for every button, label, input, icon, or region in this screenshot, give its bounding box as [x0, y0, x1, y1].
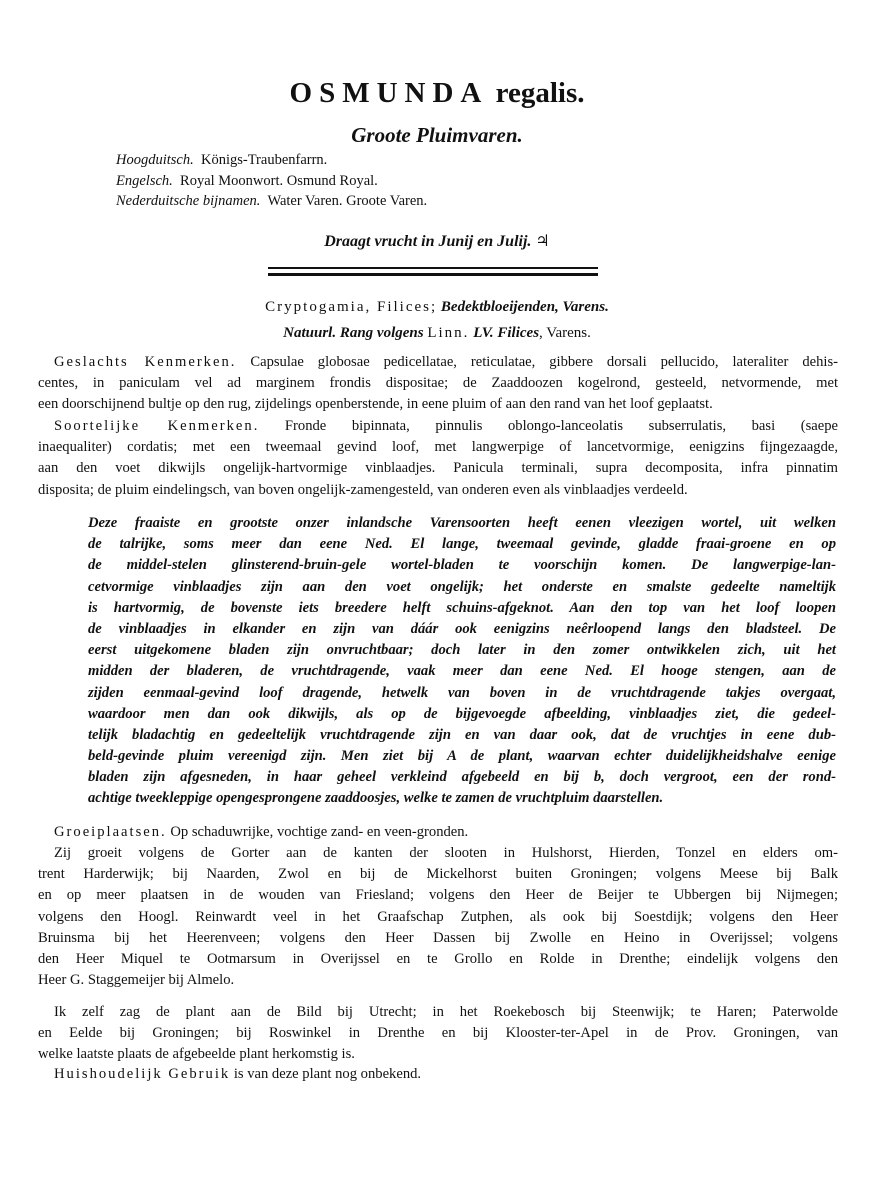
name-row-dutch: Nederduitsche bijnamen. Water Varen. Groote Varen.	[116, 193, 428, 209]
name-row-german: Hoogduitsch. Königs-Traubenfarrn.	[116, 152, 328, 168]
species-characters: Soortelijke Kenmerken. Fronde bipinnata, pinnulis oblongo-lanceolatis subserrulatis, basi (saepe inaequaliter) cordatis; met een tweemaal gevind loof, met langwerpige of lancetvormige, eenigzins fijngezaagde, aan den voet dikwijls ongelijk-hartvormige vinblaadjes. Panicula terminali, supra decomposita, infra pinnatim disposita; de pluim eindelingsch, van boven ongelijk-zamengesteld, van onderen even als vinblaadjes verdeeld.	[38, 418, 838, 498]
dutch-name: Groote Pluimvaren.	[351, 123, 523, 147]
flowering-line: Draagt vrucht in Junij en Julij. ♃	[324, 233, 550, 250]
classification-line-1: Cryptogamia, Filices; Bedektbloeijenden, Varens.	[265, 299, 609, 315]
page-title	[0, 76, 874, 110]
plant-description: Deze fraaiste en grootste onzer inlandsche Varensoorten heeft eenen vleezigen wortel, uit welken de talrijke, soms meer dan eene Ned. El lange, tweemaal gevinde, gladde fraai-groene en op de middel-stelen glinsterend-bruin-gele wortel-bladen te voorschijn komen. De langwerpige-lan- cetvormige vinblaadjes zijn aan den voet ongelijk; het onderste en smalste gedeelte nameltijk is hartvormig, de bovenste iets breedere helft schuins-afgeknot. Aan den top van het loof loopen de vinblaadjes in elkander en zijn van dáár ook eenigzins neêrloopend langs den bladsteel. De eerst uitgekomene bladen zijn onvruchtbaar; doch later in den zomer ontwikkelen zich, uit het midden der bladeren, de vruchtdragende, vaak meer dan eene Ned. El hooge stengen, aan de zijden eenmaal-gevind loof dragende, hetwelk van boven in de vruchtdragende takjes overgaat, waardoor men dan ook dikwijls, als op de bijgevoegde afbeelding, vinblaadjes ziet, die gedeel- telijk bladachtig en gedeeltelijk vruchtdragende zijn en van daar ook, dat de vruchtjes in eene dub- beld-gevinde pluim vereenigd zijn. Men ziet bij A de plant, waarvan echter duidelijkheidshalve eenige bladen zijn afgesneden, in haar geheel verkleind afgebeeld en bij b, doch vergroot, een der rond- achtige tweekleppige opengesprongene zaaddoosjes, welke te zamen de vruchtpluim daarstellen.	[88, 515, 836, 807]
divider	[268, 273, 598, 276]
household-use: Huishoudelijk Gebruik is van deze plant nog onbekend.	[54, 1066, 422, 1082]
jupiter-perennial-symbol: ♃	[535, 233, 550, 250]
name-row-english: Engelsch. Royal Moonwort. Osmund Royal.	[116, 172, 378, 189]
own-findings: Ik zelf zag de plant aan de Bild bij Utrecht; in het Roekebosch bij Steenwijk; te Haren; Paterwolde en Eelde bij Groningen; bij Roswinkel in Drenthe en bij Klooster-ter-Apel in de Prov. Groningen, van welke laatste plaats de afgebeelde plant herkomstig is.	[38, 1004, 838, 1063]
vernacular-names	[116, 150, 427, 212]
habitat: Groeiplaatsen. Op schaduwrijke, vochtige zand- en veen-gronden.	[54, 824, 469, 840]
species-name: regalis.	[495, 77, 585, 109]
divider	[268, 267, 598, 269]
genus-characters: Geslachts Kenmerken. Capsulae globosae pedicellatae, reticulatae, gibbere dorsali pellucido, lateraliter dehis- centes, in paniculam vel ad marginem frondis dispositae; de Zaaddoozen kogelrond, gesteeld, netvormende, met een doorschijnend bultje op den rug, zijdelings openberstende, in eene pluim of aan den rand van het loof geplaatst.	[38, 354, 839, 413]
classification-line-2: Natuurl. Rang volgens Linn. LV. Filices, Varens.	[283, 325, 591, 341]
genus-name: OSMUNDA	[289, 77, 489, 109]
localities: Zij groeit volgens de Gorter aan de kanten der slooten in Hulshorst, Hierden, Tonzel en elders om- trent Harderwijk; bij Naarden, Zwol en bij de Mickelhorst buiten Groningen; volgens Meese bij Balk en op meer plaatsen in de wouden van Friesland; volgens den Heer de Beijer te Ubbergen bij Nijmegen; volgens den Hoogl. Reinwardt veel in het Graafschap Zutphen, als ook bij Soestdijk; volgens den Heer Bruinsma bij het Heerenveen; volgens den Heer Dassen bij Zwolle en Heino in Overijssel; volgens den Heer Miquel te Ootmarsum in Overijssel en te Grollo en Rolde in Drenthe; eindelijk volgens den Heer G. Staggemeijer bij Almelo.	[38, 845, 838, 989]
